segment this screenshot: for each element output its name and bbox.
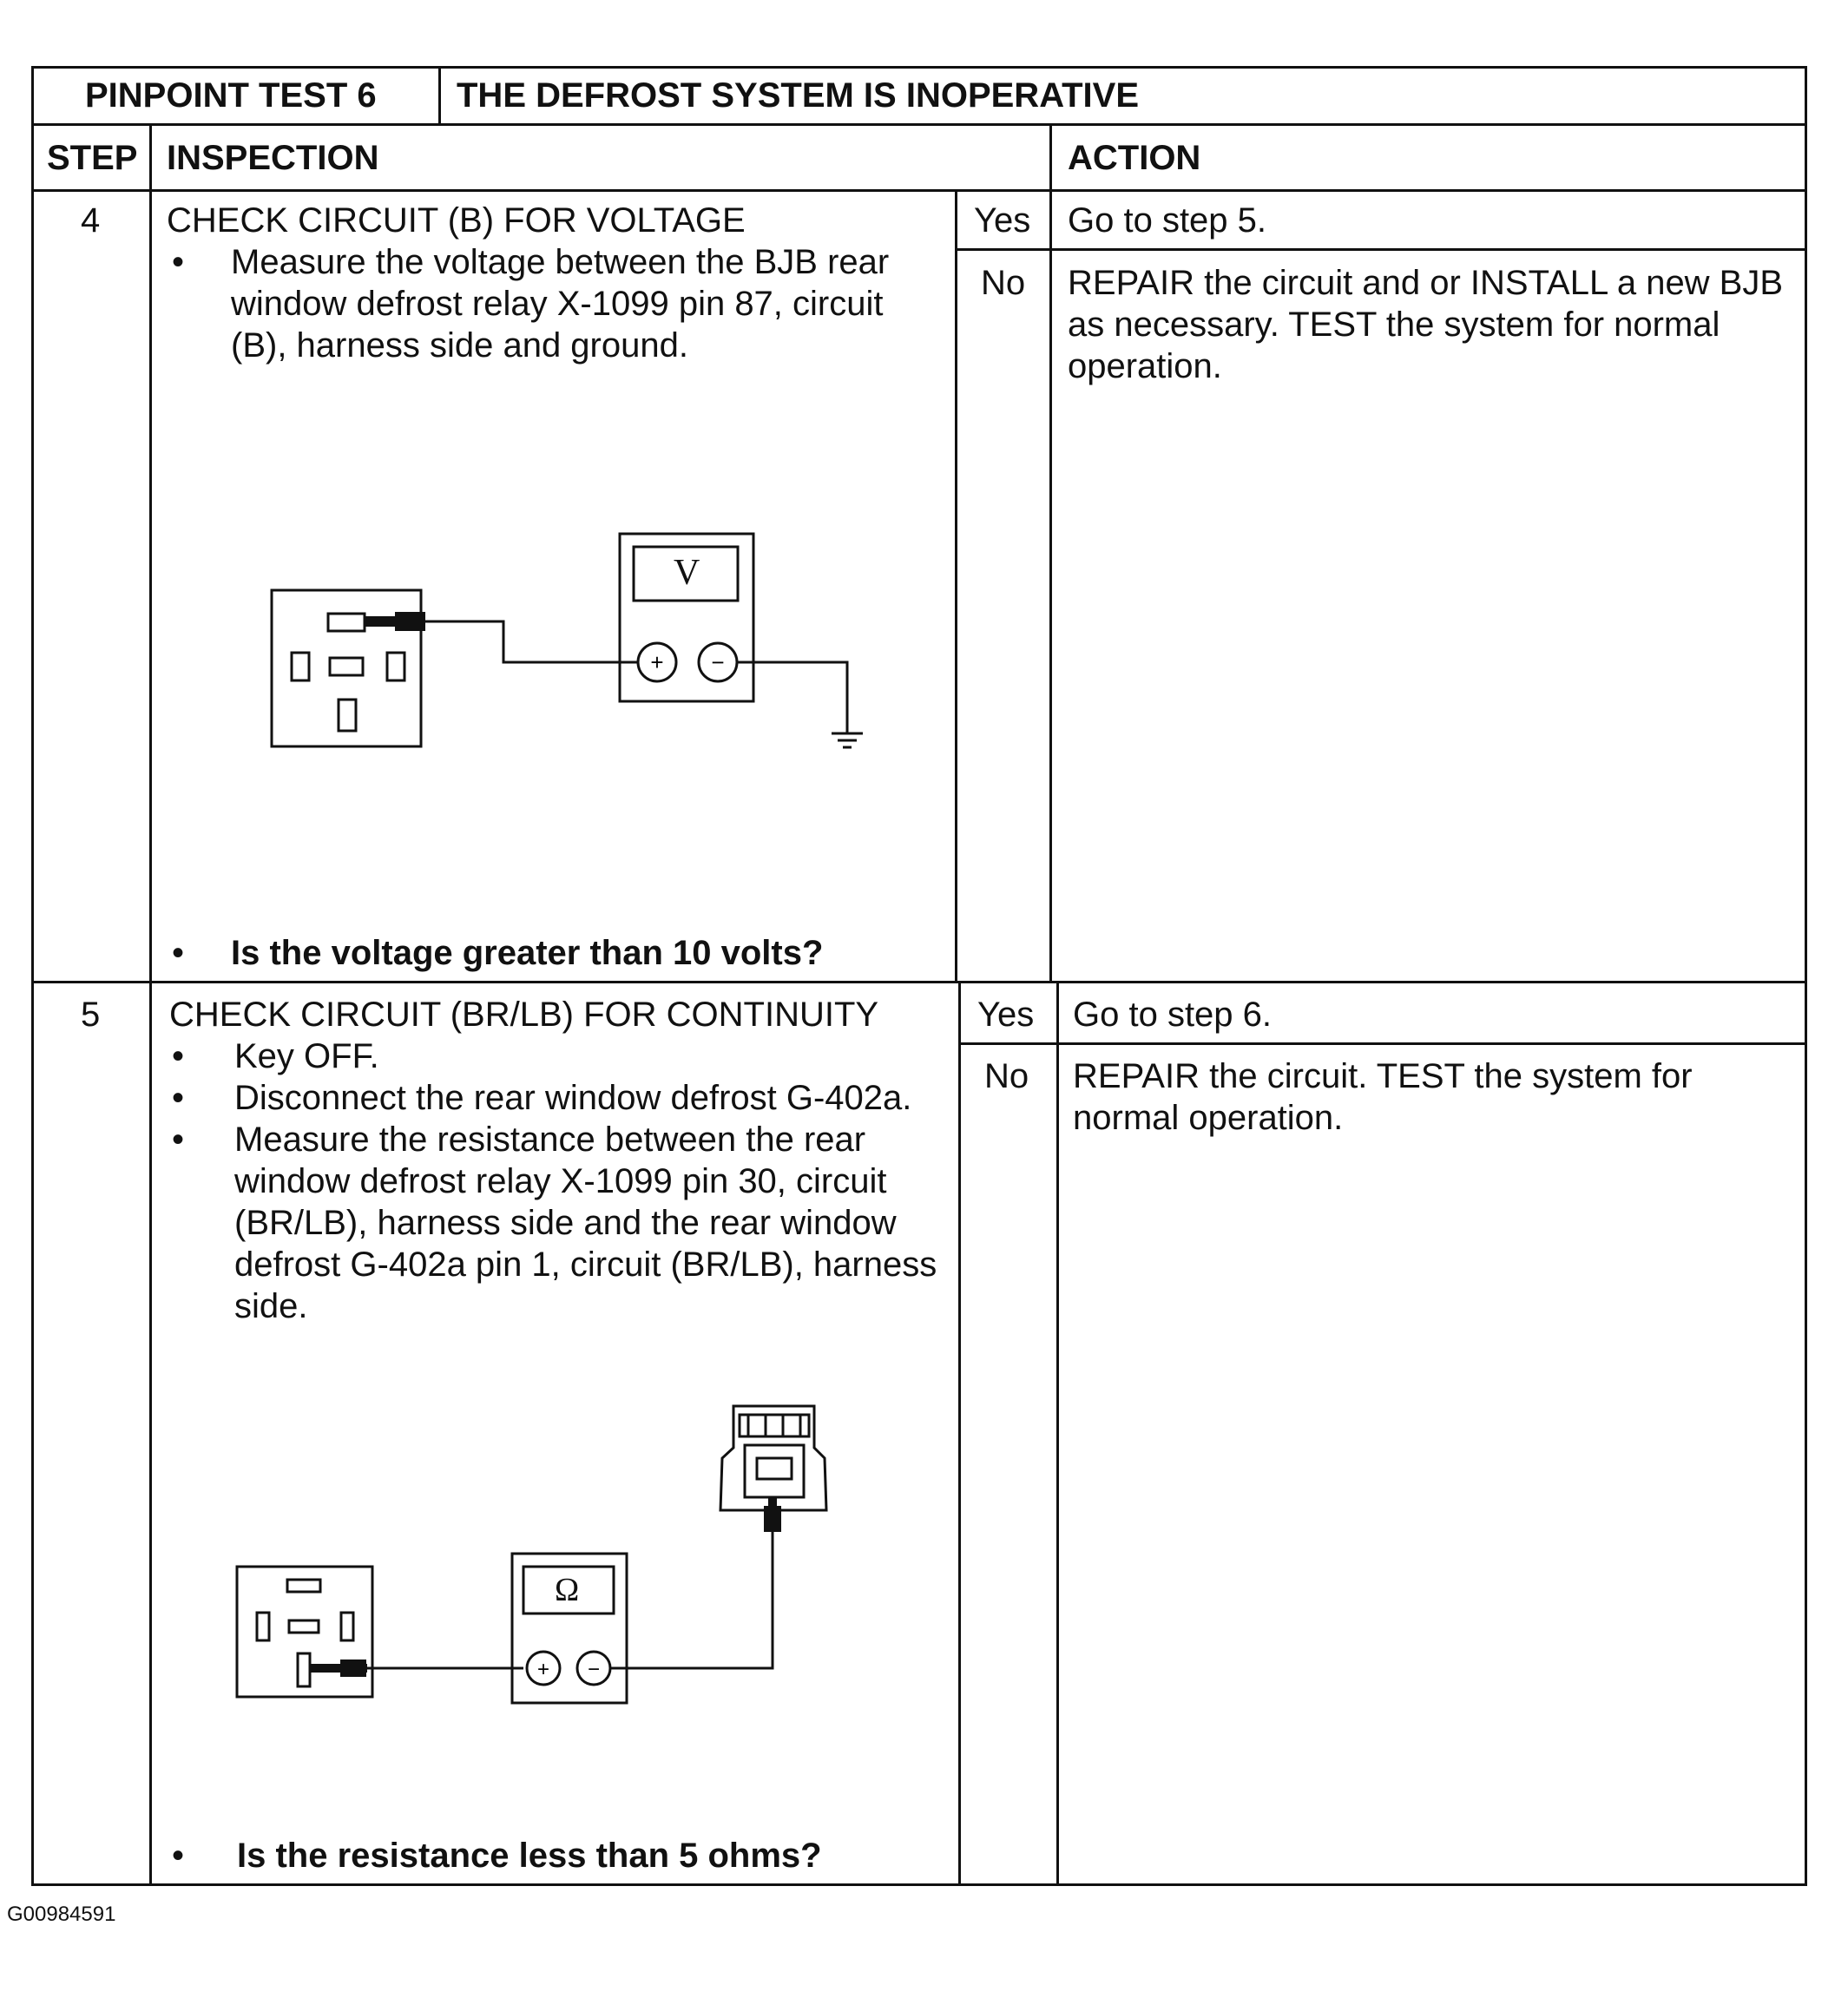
column-header-action: ACTION xyxy=(1068,139,1201,177)
step5-inspection-answer-divider xyxy=(958,981,961,1885)
step5-instruction-measure-line-1: Measure the resistance between the rear xyxy=(234,1121,866,1159)
step5-continuity-test-diagram xyxy=(0,0,955,1883)
step4-title: CHECK CIRCUIT (B) FOR VOLTAGE xyxy=(167,201,746,240)
step5-title: CHECK CIRCUIT (BR/LB) FOR CONTINUITY xyxy=(169,996,879,1034)
pinpoint-test-title: THE DEFROST SYSTEM IS INOPERATIVE xyxy=(457,76,1140,115)
step4-question: Is the voltage greater than 10 volts? xyxy=(231,934,824,972)
svg-text:+: + xyxy=(536,1658,550,1681)
svg-text:−: − xyxy=(587,1658,601,1681)
step5-instruction-measure-line-5: side. xyxy=(234,1287,308,1325)
step4-instruction-line-1: Measure the voltage between the BJB rear xyxy=(231,243,890,281)
step4-yes-label: Yes xyxy=(974,201,1031,240)
step5-yes-no-divider xyxy=(958,1042,1807,1045)
svg-text:−: − xyxy=(711,649,725,675)
step5-instruction-measure-line-2: window defrost relay X-1099 pin 30, circuit xyxy=(234,1162,887,1200)
table-border-bottom xyxy=(33,1883,1807,1886)
step5-bullet-3: • xyxy=(172,1121,185,1159)
step5-number: 5 xyxy=(81,996,101,1034)
inspection-action-divider-upper xyxy=(1049,123,1052,983)
step5-no-label: No xyxy=(984,1057,1029,1095)
step5-yes-label: Yes xyxy=(977,996,1035,1034)
step4-yes-action: Go to step 5. xyxy=(1068,201,1267,240)
step5-instruction-measure-line-3: (BR/LB), harness side and the rear window xyxy=(234,1204,897,1242)
column-header-step: STEP xyxy=(47,139,138,177)
step5-no-action-line-1: REPAIR the circuit. TEST the system for xyxy=(1073,1057,1693,1095)
step4-no-action-line-1: REPAIR the circuit and or INSTALL a new BJB xyxy=(1068,264,1784,302)
column-header-inspection: INSPECTION xyxy=(167,139,379,177)
step4-no-action-line-3: operation. xyxy=(1068,347,1222,385)
step5-no-action-line-2: normal operation. xyxy=(1073,1099,1344,1137)
step4-instruction-line-3: (B), harness side and ground. xyxy=(231,326,688,365)
step4-bullet: • xyxy=(172,243,185,281)
step4-instruction-line-2: window defrost relay X-1099 pin 87, circuit xyxy=(231,285,884,323)
table-border-right xyxy=(1805,66,1807,1886)
step5-yes-action: Go to step 6. xyxy=(1073,996,1273,1034)
step5-question-bullet: • xyxy=(172,1837,185,1875)
step5-instruction-key-off: Key OFF. xyxy=(234,1037,379,1075)
svg-text:+: + xyxy=(650,649,664,675)
step5-instruction-disconnect: Disconnect the rear window defrost G-402a. xyxy=(234,1079,912,1117)
step4-question-bullet: • xyxy=(172,934,185,972)
step4-no-label: No xyxy=(981,264,1026,302)
step4-inspection-answer-divider xyxy=(955,189,957,983)
step4-yes-no-divider xyxy=(955,248,1807,251)
step4-no-action-line-2: as necessary. TEST the system for normal xyxy=(1068,306,1720,344)
step4-meter-symbol: V xyxy=(674,553,700,593)
step4-number: 4 xyxy=(81,201,101,240)
step5-instruction-measure-line-4: defrost G-402a pin 1, circuit (BR/LB), harness xyxy=(234,1245,937,1284)
figure-code: G00984591 xyxy=(7,1903,116,1926)
step5-bullet-2: • xyxy=(172,1079,185,1117)
pinpoint-test-label: PINPOINT TEST 6 xyxy=(85,76,377,115)
defrost-connector-icon xyxy=(720,1406,826,1510)
inspection-action-divider-lower xyxy=(1056,981,1059,1885)
step5-bullet-1: • xyxy=(172,1037,185,1075)
step5-question: Is the resistance less than 5 ohms? xyxy=(237,1837,822,1875)
step5-meter-symbol: Ω xyxy=(555,1572,580,1608)
